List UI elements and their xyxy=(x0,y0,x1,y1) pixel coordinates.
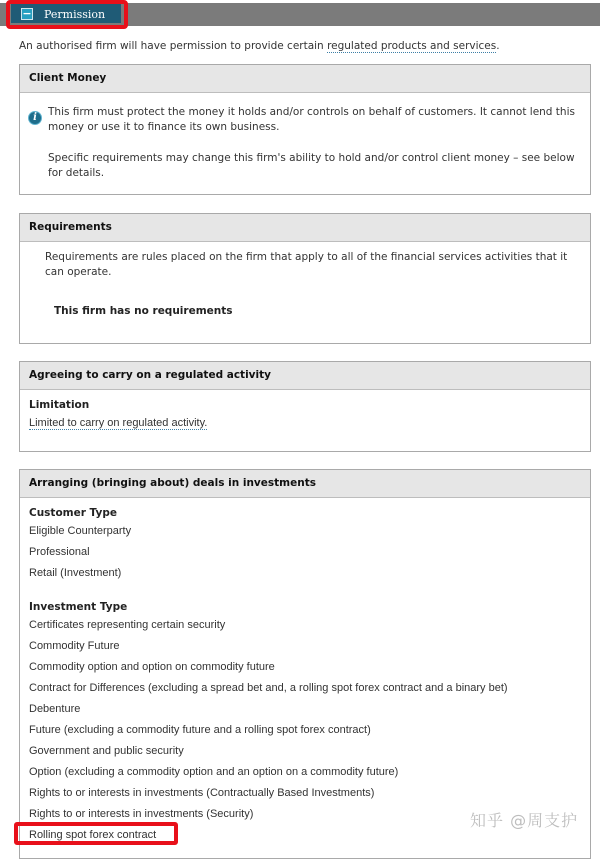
investment-type-item: Commodity Future xyxy=(29,640,120,652)
investment-type-item: Rights to or interests in investments (Contractually Based Investments) xyxy=(29,787,375,799)
limitation-link[interactable] xyxy=(29,417,207,429)
client-money-title: Client Money xyxy=(20,65,590,93)
investment-type-item: Contract for Differences (excluding a spread bet and, a rolling spot forex contract and a binary bet) xyxy=(29,682,508,694)
requirements-title: Requirements xyxy=(20,214,590,242)
no-requirements-text: This firm has no requirements xyxy=(54,305,233,317)
customer-type-item: Retail (Investment) xyxy=(29,567,122,579)
intro-text-before: An authorised firm will have permission to provide certain xyxy=(19,40,328,52)
investment-type-item: Commodity option and option on commodity future xyxy=(29,661,275,673)
client-money-para2: Specific requirements may change this firm's ability to hold and/or control client money – see below for details. xyxy=(48,152,575,179)
arranging-panel xyxy=(19,469,591,859)
requirements-para: Requirements are rules placed on the firm that apply to all of the financial services activities that it can operate. xyxy=(45,251,568,278)
customer-type-item: Professional xyxy=(29,546,90,558)
regulated-products-link[interactable]: regulated products and services xyxy=(327,40,497,52)
watermark-text: 知乎 @周支护 xyxy=(470,811,579,830)
agreeing-title: Agreeing to carry on a regulated activity xyxy=(20,362,590,390)
permission-label[interactable]: Permission xyxy=(44,8,106,21)
limitation-heading: Limitation xyxy=(29,399,90,411)
investment-type-item-rolling-spot: Rolling spot forex contract xyxy=(29,829,157,841)
agreeing-panel xyxy=(19,361,591,452)
info-icon: i xyxy=(28,111,42,125)
arranging-title: Arranging (bringing about) deals in investments xyxy=(20,470,590,498)
rolling-spot-highlight-box xyxy=(14,822,178,845)
collapse-minus-icon[interactable]: − xyxy=(22,7,32,20)
intro-text xyxy=(19,40,589,52)
investment-type-item: Option (excluding a commodity option and an option on a commodity future) xyxy=(29,766,399,778)
investment-type-item: Government and public security xyxy=(29,745,184,757)
customer-type-item: Eligible Counterparty xyxy=(29,525,132,537)
client-money-para1: This firm must protect the money it holds and/or controls on behalf of customers. It cannot lend this money or use it to finance its own business. xyxy=(48,106,575,133)
limitation-link-text[interactable]: Limited to carry on regulated activity. xyxy=(29,417,208,429)
investment-type-item: Rights to or interests in investments (Security) xyxy=(29,808,254,820)
investment-type-heading: Investment Type xyxy=(29,601,128,613)
investment-type-item: Future (excluding a commodity future and a rolling spot forex contract) xyxy=(29,724,371,736)
requirements-panel xyxy=(19,213,591,344)
investment-type-item: Certificates representing certain security xyxy=(29,619,226,631)
investment-type-item: Debenture xyxy=(29,703,81,715)
intro-text-after: . xyxy=(496,40,500,52)
customer-type-heading: Customer Type xyxy=(29,507,117,519)
client-money-panel xyxy=(19,64,591,195)
permission-highlight-box xyxy=(6,0,128,29)
